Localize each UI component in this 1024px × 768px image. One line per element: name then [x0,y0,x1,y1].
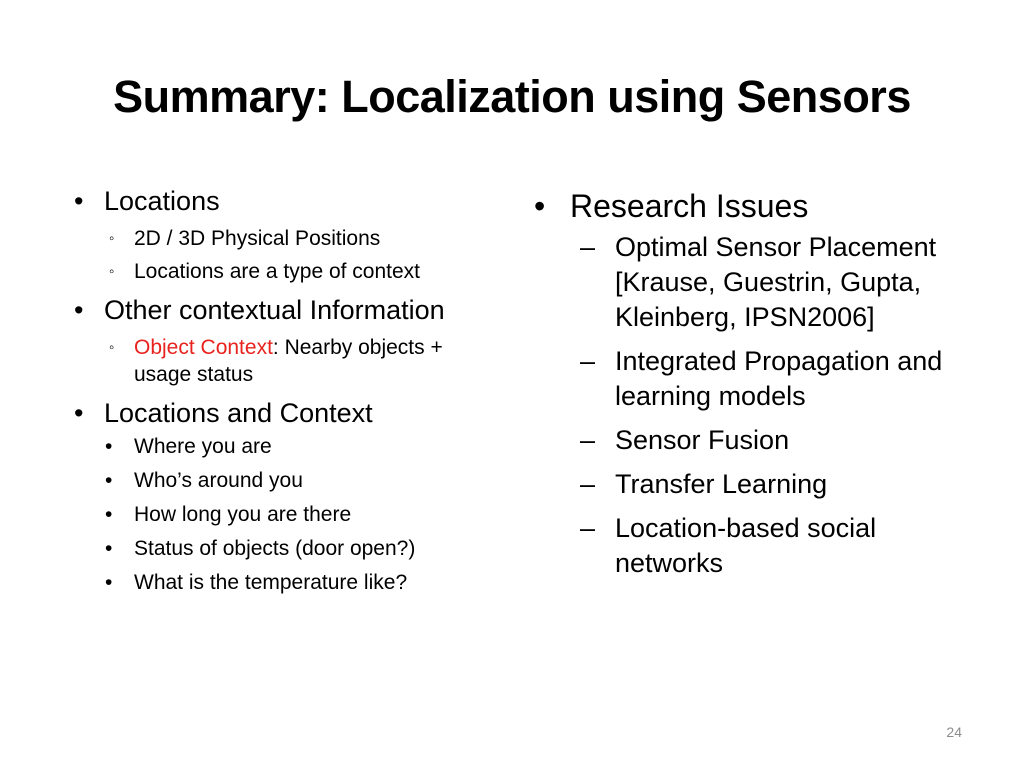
bullet-icon: • [74,186,84,216]
slide-title: Summary: Localization using Sensors [113,71,911,122]
bullet-icon: • [74,295,84,325]
right-column [530,186,950,581]
subbullet-object-context [74,334,504,388]
subbullet-text: Where you are [134,435,272,458]
dash-item-transfer-learning [530,467,950,502]
bullet-text: Locations [104,186,220,216]
subbullet-text: What is the temperature like? [134,571,408,594]
dash-item-text: Sensor Fusion [615,425,790,455]
dash-icon: – [580,469,596,499]
bullet-other-contextual-information [74,292,504,328]
subbullet-text: Who’s around you [134,469,303,492]
subbullet-text: 2D / 3D Physical Positions [134,227,381,250]
object-context-highlight: Object Context [134,336,273,359]
subbullet-status-of-objects [74,535,504,562]
hollow-bullet-icon: ◦ [109,263,115,280]
dash-item-sensor-fusion [530,423,950,458]
subbullet-text: Status of objects (door open?) [134,537,416,560]
hollow-bullet-icon: ◦ [109,339,115,356]
bullet-icon: • [105,469,113,492]
bullet-icon: • [105,571,113,594]
dash-icon: – [580,513,596,543]
subbullet-where-you-are [74,433,504,460]
subbullet-text: How long you are there [134,503,352,526]
dash-item-text: Integrated Propagation and learning models [615,346,943,411]
bullet-locations-and-context [74,395,504,431]
dash-item-text: Optimal Sensor Placement [Krause, Guestrin, Gupta, Kleinberg, IPSN2006] [615,232,937,332]
subbullet-text: Locations are a type of context [134,260,421,283]
bullet-icon: • [105,537,113,560]
subbullet-physical-positions [74,225,504,252]
bullet-icon: • [534,188,546,224]
left-column [74,183,504,596]
bullet-text: Locations and Context [104,398,373,428]
subbullet-temperature [74,569,504,596]
subbullet-how-long [74,501,504,528]
bullet-icon: • [105,435,113,458]
dash-item-text: Location-based social networks [615,513,877,578]
dash-item-text: Transfer Learning [615,469,828,499]
bullet-text: Research Issues [570,188,809,224]
subbullet-whos-around-you [74,467,504,494]
bullet-research-issues [530,186,950,226]
bullet-icon: • [74,398,84,428]
bullet-locations [74,183,504,219]
bullet-icon: • [105,503,113,526]
bullet-text: Other contextual Information [104,295,445,325]
hollow-bullet-icon: ◦ [109,230,115,247]
subbullet-type-of-context [74,258,504,285]
subbullet-text: : Nearby objects + usage status [134,336,443,386]
dash-item-location-based-social-networks [530,511,950,581]
dash-icon: – [580,425,596,455]
dash-icon: – [580,232,596,262]
dash-item-optimal-sensor-placement [530,230,950,335]
dash-item-integrated-propagation [530,344,950,414]
page-number: 24 [946,724,962,740]
dash-icon: – [580,346,596,376]
